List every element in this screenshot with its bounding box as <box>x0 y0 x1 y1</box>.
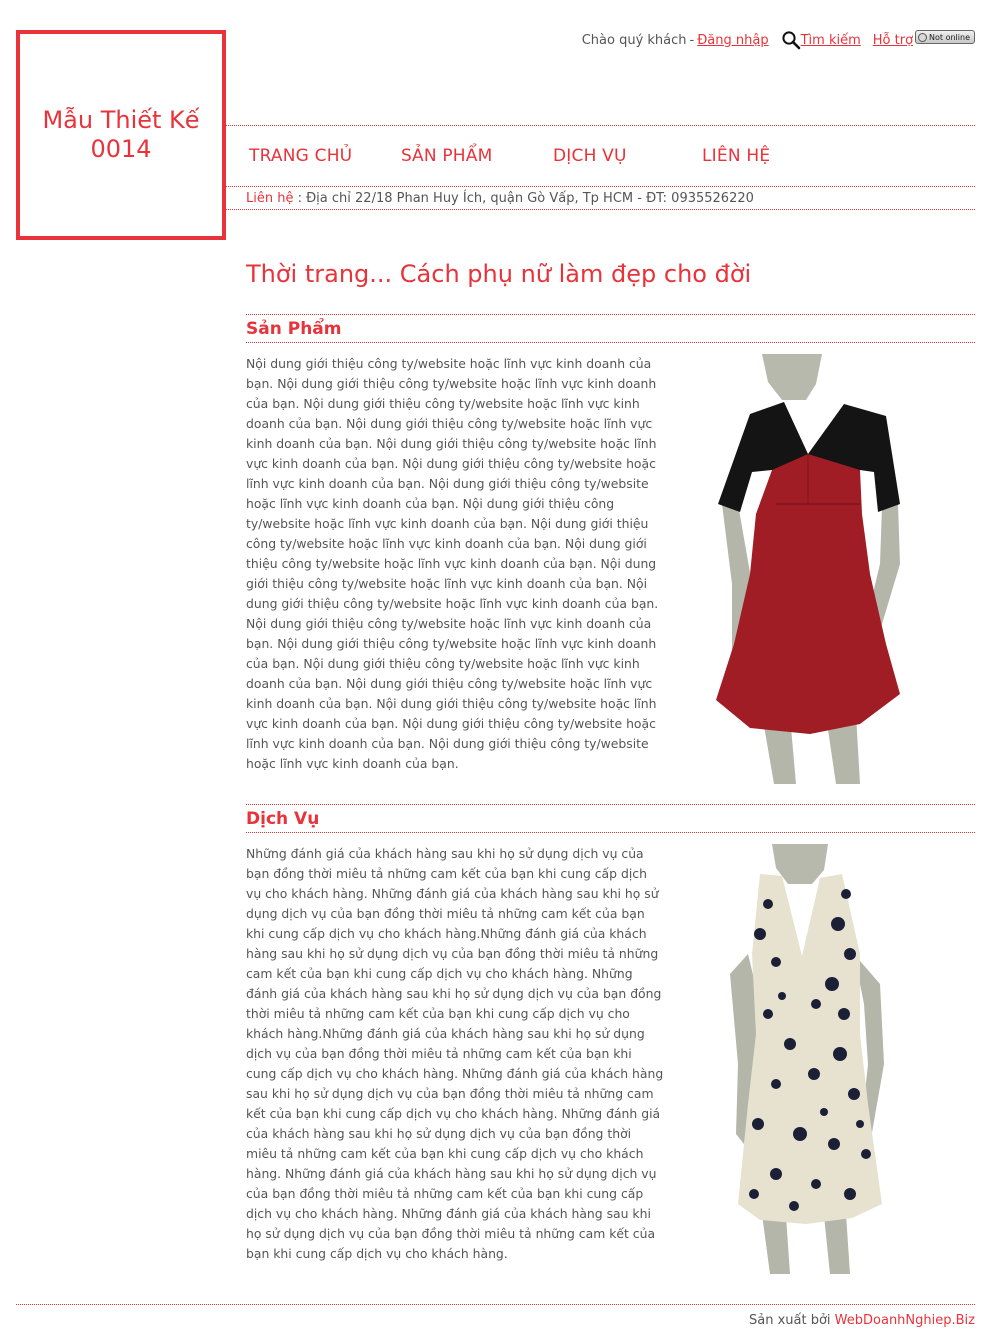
nav-item-services[interactable]: DỊCH VỤ <box>553 146 627 166</box>
contact-details: : Địa chỉ 22/18 Phan Huy Ích, quận Gò Vấp, Tp HCM - ĐT: 0935526220 <box>293 191 754 206</box>
contact-bottom-divider <box>226 209 975 210</box>
status-face-icon <box>918 33 927 42</box>
nav-bottom-divider <box>226 186 975 187</box>
section-title-products: Sản Phẩm <box>246 319 342 339</box>
greeting-separator: - <box>689 32 695 48</box>
section-services-bottom-divider <box>246 832 975 833</box>
nav-item-products[interactable]: SẢN PHẨM <box>401 146 493 166</box>
section-services-top-divider <box>246 804 975 805</box>
footer-divider <box>16 1304 975 1305</box>
footer-prefix: Sản xuất bởi <box>749 1313 835 1328</box>
section-products-top-divider <box>246 314 975 315</box>
support-link[interactable]: Hỗ trợ <box>872 32 914 48</box>
footer-link[interactable]: WebDoanhNghiep.Biz <box>834 1313 975 1328</box>
login-link[interactable]: Đăng nhập <box>697 32 769 48</box>
red-dress-image <box>710 354 910 784</box>
main-nav <box>226 126 975 186</box>
page-title: Thời trang... Cách phụ nữ làm đẹp cho đời <box>246 260 752 288</box>
footer <box>749 1313 975 1328</box>
search-icon[interactable] <box>781 30 801 50</box>
search-link-wrap[interactable] <box>781 30 861 50</box>
contact-bar <box>246 191 754 206</box>
online-status-badge[interactable] <box>915 30 975 44</box>
search-link[interactable]: Tìm kiếm <box>800 32 861 48</box>
floral-dress-image <box>720 844 900 1274</box>
section-products-bottom-divider <box>246 342 975 343</box>
greeting-text: Chào quý khách <box>581 32 687 48</box>
logo-text: Mẫu Thiết Kế 0014 <box>42 106 200 163</box>
logo-box[interactable] <box>16 30 226 240</box>
products-paragraph: Nội dung giới thiệu công ty/website hoặc lĩnh vực kinh doanh của bạn. Nội dung giới thiệu công ty/website hoặc lĩnh vực kinh doanh của bạn. Nội dung giới thiệu công ty/website hoặc lĩnh vực kinh doanh của bạn. Nội dung giới thiệu công ty/website hoặc lĩnh vực kinh doanh của bạn. Nội dung giới thiệu công ty/website hoặc lĩnh vực kinh doanh của bạn. Nội dung giới thiệu công ty/website hoặc lĩnh vực kinh doanh của bạn. Nội dung giới thiệu công ty/website hoặc lĩnh vực kinh doanh của bạn. Nội dung giới thiệu công ty/website hoặc lĩnh vực kinh doanh của bạn. Nội dung giới thiệu công ty/website hoặc lĩnh vực kinh doanh của bạn. Nội dung giới thiệu công ty/website hoặc lĩnh vực kinh doanh của bạn. Nội dung giới thiệu công ty/website hoặc lĩnh vực kinh doanh của bạn. Nội dung giới thiệu công ty/website hoặc lĩnh vực kinh doanh của bạn. Nội dung giới thiệu công ty/website hoặc lĩnh vực kinh doanh của bạn. Nội dung giới thiệu công ty/website hoặc lĩnh vực kinh doanh của bạn. Nội dung giới thiệu công ty/website hoặc lĩnh vực kinh doanh của bạn. Nội dung giới thiệu công ty/website hoặc lĩnh vực kinh doanh của bạn. Nội dung giới thiệu công ty/website hoặc lĩnh vực kinh doanh của bạn. Nội dung giới thiệu công ty/website hoặc lĩnh vực kinh doanh của bạn. Nội dung giới thiệu công ty/website hoặc lĩnh vực kinh doanh của bạn. <box>246 356 659 771</box>
status-text: Not online <box>929 32 970 42</box>
top-utility-bar <box>582 30 975 50</box>
nav-item-contact[interactable]: LIÊN HỆ <box>702 146 771 166</box>
contact-label: Liên hệ <box>246 191 294 206</box>
nav-item-home[interactable]: TRANG CHỦ <box>249 146 353 166</box>
services-paragraph: Những đánh giá của khách hàng sau khi họ sử dụng dịch vụ của bạn đồng thời miêu tả những cam kết của bạn khi cung cấp dịch vụ cho khách hàng. Những đánh giá của khách hàng sau khi họ sử dụng dịch vụ của bạn đồng thời miêu tả những cam kết của bạn khi cung cấp dịch vụ cho khách hàng.Những đánh giá của khách hàng sau khi họ sử dụng dịch vụ của bạn đồng thời miêu tả những cam kết của bạn khi cung cấp dịch vụ cho khách hàng. Những đánh giá của khách hàng sau khi họ sử dụng dịch vụ của bạn đồng thời miêu tả những cam kết của bạn khi cung cấp dịch vụ cho khách hàng.Những đánh giá của khách hàng sau khi họ sử dụng dịch vụ của bạn đồng thời miêu tả những cam kết của bạn khi cung cấp dịch vụ cho khách hàng. Những đánh giá của khách hàng sau khi họ sử dụng dịch vụ của bạn đồng thời miêu tả những cam kết của bạn khi cung cấp dịch vụ cho khách hàng. Những đánh giá của khách hàng sau khi họ sử dụng dịch vụ của bạn đồng thời miêu tả những cam kết của bạn khi cung cấp dịch vụ cho khách hàng. Những đánh giá của khách hàng sau khi họ sử dụng dịch vụ của bạn đồng thời miêu tả những cam kết của bạn khi cung cấp dịch vụ cho khách hàng. Những đánh giá của khách hàng sau khi họ sử dụng dịch vụ của bạn đồng thời miêu tả những cam kết của bạn khi cung cấp dịch vụ cho khách hàng. <box>246 846 664 1261</box>
section-title-services: Dịch Vụ <box>246 809 320 829</box>
